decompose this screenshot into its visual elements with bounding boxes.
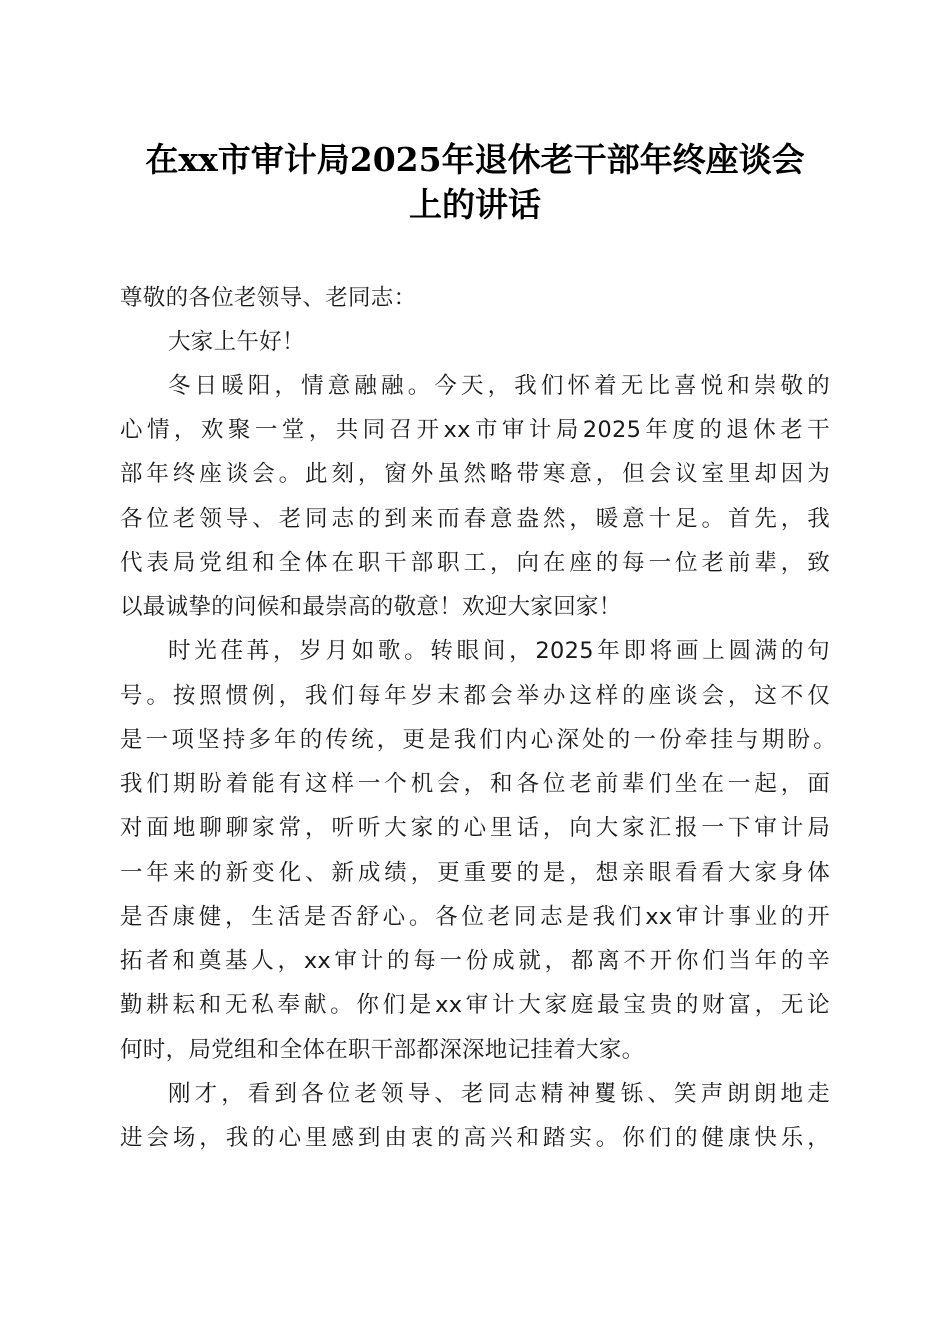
paragraph-line: 一年来的新变化、新成绩，更重要的是，想亲眼看看大家身体: [120, 860, 830, 886]
paragraph-line: 部年终座谈会。此刻，窗外虽然略带寒意，但会议室里却因为: [120, 461, 830, 487]
paragraph-line: 冬日暖阳，情意融融。今天，我们怀着无比喜悦和崇敬的: [168, 373, 830, 399]
paragraph-line: 我们期盼着能有这样一个机会，和各位老前辈们坐在一起，面: [120, 771, 830, 797]
paragraph-line: 各位老领导、老同志的到来而春意盎然，暖意十足。首先，我: [120, 506, 830, 532]
paragraph-line: 勤耕耘和无私奉献。你们是xx审计大家庭最宝贵的财富，无论: [120, 992, 830, 1018]
greeting: 大家上午好！: [168, 329, 305, 355]
paragraph-line: 心情，欢聚一堂，共同召开xx市审计局2025年度的退休老干: [120, 417, 830, 443]
paragraph-line: 刚才，看到各位老领导、老同志精神矍铄、笑声朗朗地走: [168, 1081, 830, 1107]
paragraph-line: 代表局党组和全体在职干部职工，向在座的每一位老前辈，致: [120, 550, 830, 576]
paragraph-line: 以最诚挚的问候和最崇高的敬意！欢迎大家回家！: [120, 594, 622, 620]
paragraph-line: 对面地聊聊家常，听听大家的心里话，向大家汇报一下审计局: [120, 815, 830, 841]
paragraph-line: 时光荏苒，岁月如歌。转眼间，2025年即将画上圆满的句: [168, 638, 830, 664]
paragraph-line: 是否康健，生活是否舒心。各位老同志是我们xx审计事业的开: [120, 904, 830, 930]
paragraph-line: 何时，局党组和全体在职干部都深深地记挂着大家。: [120, 1037, 645, 1063]
paragraph-line: 是一项坚持多年的传统，更是我们内心深处的一份牵挂与期盼。: [120, 727, 836, 753]
salutation: 尊敬的各位老领导、老同志：: [120, 285, 417, 311]
paragraph-line: 号。按照惯例，我们每年岁末都会举办这样的座谈会，这不仅: [120, 683, 830, 709]
document-title-line-1: 在xx市审计局2025年退休老干部年终座谈会: [145, 140, 805, 179]
paragraph-line: 拓者和奠基人，xx审计的每一份成就，都离不开你们当年的辛: [120, 948, 830, 974]
paragraph-line: 进会场，我的心里感到由衷的高兴和踏实。你们的健康快乐，: [120, 1125, 830, 1151]
document-title-line-2: 上的讲话: [409, 185, 541, 224]
